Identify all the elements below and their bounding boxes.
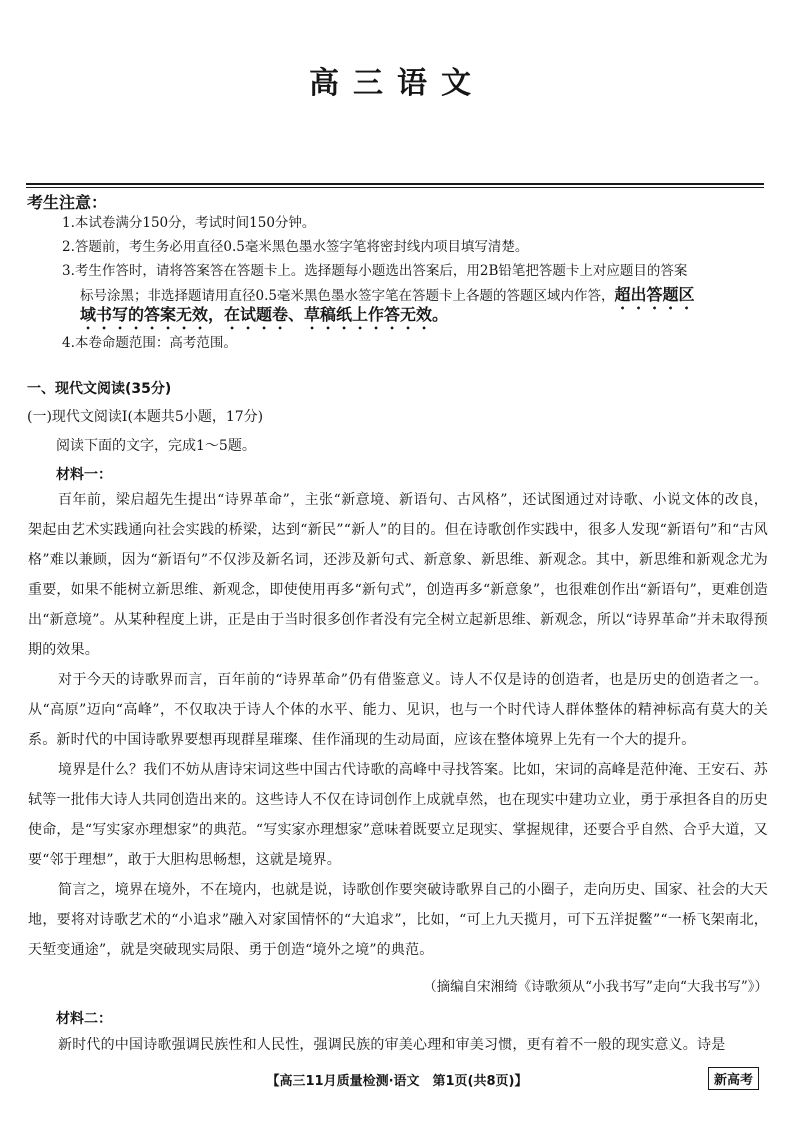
reading-instruction: 阅读下面的文字，完成1～5题。: [56, 438, 256, 454]
exam-type-badge: 新高考: [708, 1067, 759, 1090]
material-1-label: 材料一：: [56, 467, 112, 483]
notice-emphasis-2: 域书写的答案无效，在试题卷、草稿纸上作答无效。: [80, 305, 449, 324]
material-2-label: 材料二：: [56, 1011, 112, 1027]
notice-heading: 考生注意：: [27, 193, 108, 212]
notice-item-4: 4.本卷命题范围：高考范围。: [62, 335, 237, 351]
header-rule-thin: [26, 187, 764, 188]
material-1-source: （摘编自宋湘绮《诗歌须从“小我书写”走向“大我书写”》）: [423, 979, 768, 995]
material-1-paragraph-1: 百年前，梁启超先生提出“诗界革命”，主张“新意境、新语句、古风格”，还试图通过对诗歌、小说文体的改良，架起由艺术实践通向社会实践的桥梁，达到“新民”“新人”的目的。但在诗歌创作实践中，很多人发现“新语句”和“古风格”难以兼顾，因为“新语句”不仅涉及新名词，还涉及新句式、新意象、新思维、新观念。其中，新思维和新观念尤为重要，如果不能树立新思维、新观念，即使使用再多“新句式”，创造再多“新意象”，也很难创作出“新语句”，更难创造出“新意境”。从某种程度上讲，正是由于当时很多创作者没有完全树立起新思维、新观念，所以“诗界革命”并未取得预期的效果。: [28, 492, 768, 658]
notice-item-1: 1.本试卷满分150分，考试时间150分钟。: [62, 215, 316, 231]
material-1-paragraph-2: 对于今天的诗歌界而言，百年前的“诗界革命”仍有借鉴意义。诗人不仅是诗的创造者，也是历史的创造者之一。从“高原”迈向“高峰”，不仅取决于诗人个体的水平、能力、见识，也与一个时代诗人群体整体的精神标高有莫大的关系。新时代的中国诗歌界要想再现群星璀璨、佳作涌现的生动局面，应该在整体境界上先有一个大的提升。: [28, 672, 768, 748]
material-2-paragraph-1: 新时代的中国诗歌强调民族性和人民性，强调民族的审美心理和审美习惯，更有着不一般的现实意义。诗是: [58, 1037, 726, 1053]
material-1-paragraph-3: 境界是什么？我们不妨从唐诗宋词这些中国古代诗歌的高峰中寻找答案。比如，宋词的高峰是范仲淹、王安石、苏轼等一批伟大诗人共同创造出来的。这些诗人不仅在诗词创作上成就卓然，也在现实中建功立业，勇于承担各自的历史使命，是“写实家亦理想家”的典范。“写实家亦理想家”意味着既要立足现实、掌握规律，还要合乎自然、合乎大道，又要“邻于理想”，敢于大胆构思畅想，这就是境界。: [28, 762, 768, 868]
notice-emphasis-1: 超出答题区: [614, 285, 695, 304]
section-heading: 一、现代文阅读(35分): [27, 381, 172, 397]
notice-item-2: 2.答题前，考生务必用直径0.5毫米黑色墨水签字笔将密封线内项目填写清楚。: [62, 239, 529, 255]
notice-item-3: 3.考生作答时，请将答案答在答题卡上。选择题每小题选出答案后，用2B铅笔把答题卡上对应题目的答案: [62, 263, 688, 279]
header-rule-thick: [26, 183, 764, 185]
page-title: 高三语文: [309, 66, 485, 101]
section-subheading: (一)现代文阅读Ⅰ(本题共5小题，17分): [27, 409, 264, 425]
page-footer: 【高三11月质量检测·语文 第1页(共8页)】: [266, 1074, 528, 1089]
notice-item-3-line-2-text: 标号涂黑；非选择题请用直径0.5毫米黑色墨水签字笔在答题卡上各题的答题区域内作答，: [80, 288, 615, 304]
notice-item-3-line-3: [80, 304, 794, 333]
material-1-paragraph-4: 简言之，境界在境外，不在境内，也就是说，诗歌创作要突破诗歌界自己的小圈子，走向历史、国家、社会的大天地，要将对诗歌艺术的“小追求”融入对家国情怀的“大追求”，比如，“可上九天揽月，可下五洋捉鳖”“一桥飞架南北，天堑变通途”，就是突破现实局限、勇于创造“境外之境”的典范。: [28, 882, 768, 958]
